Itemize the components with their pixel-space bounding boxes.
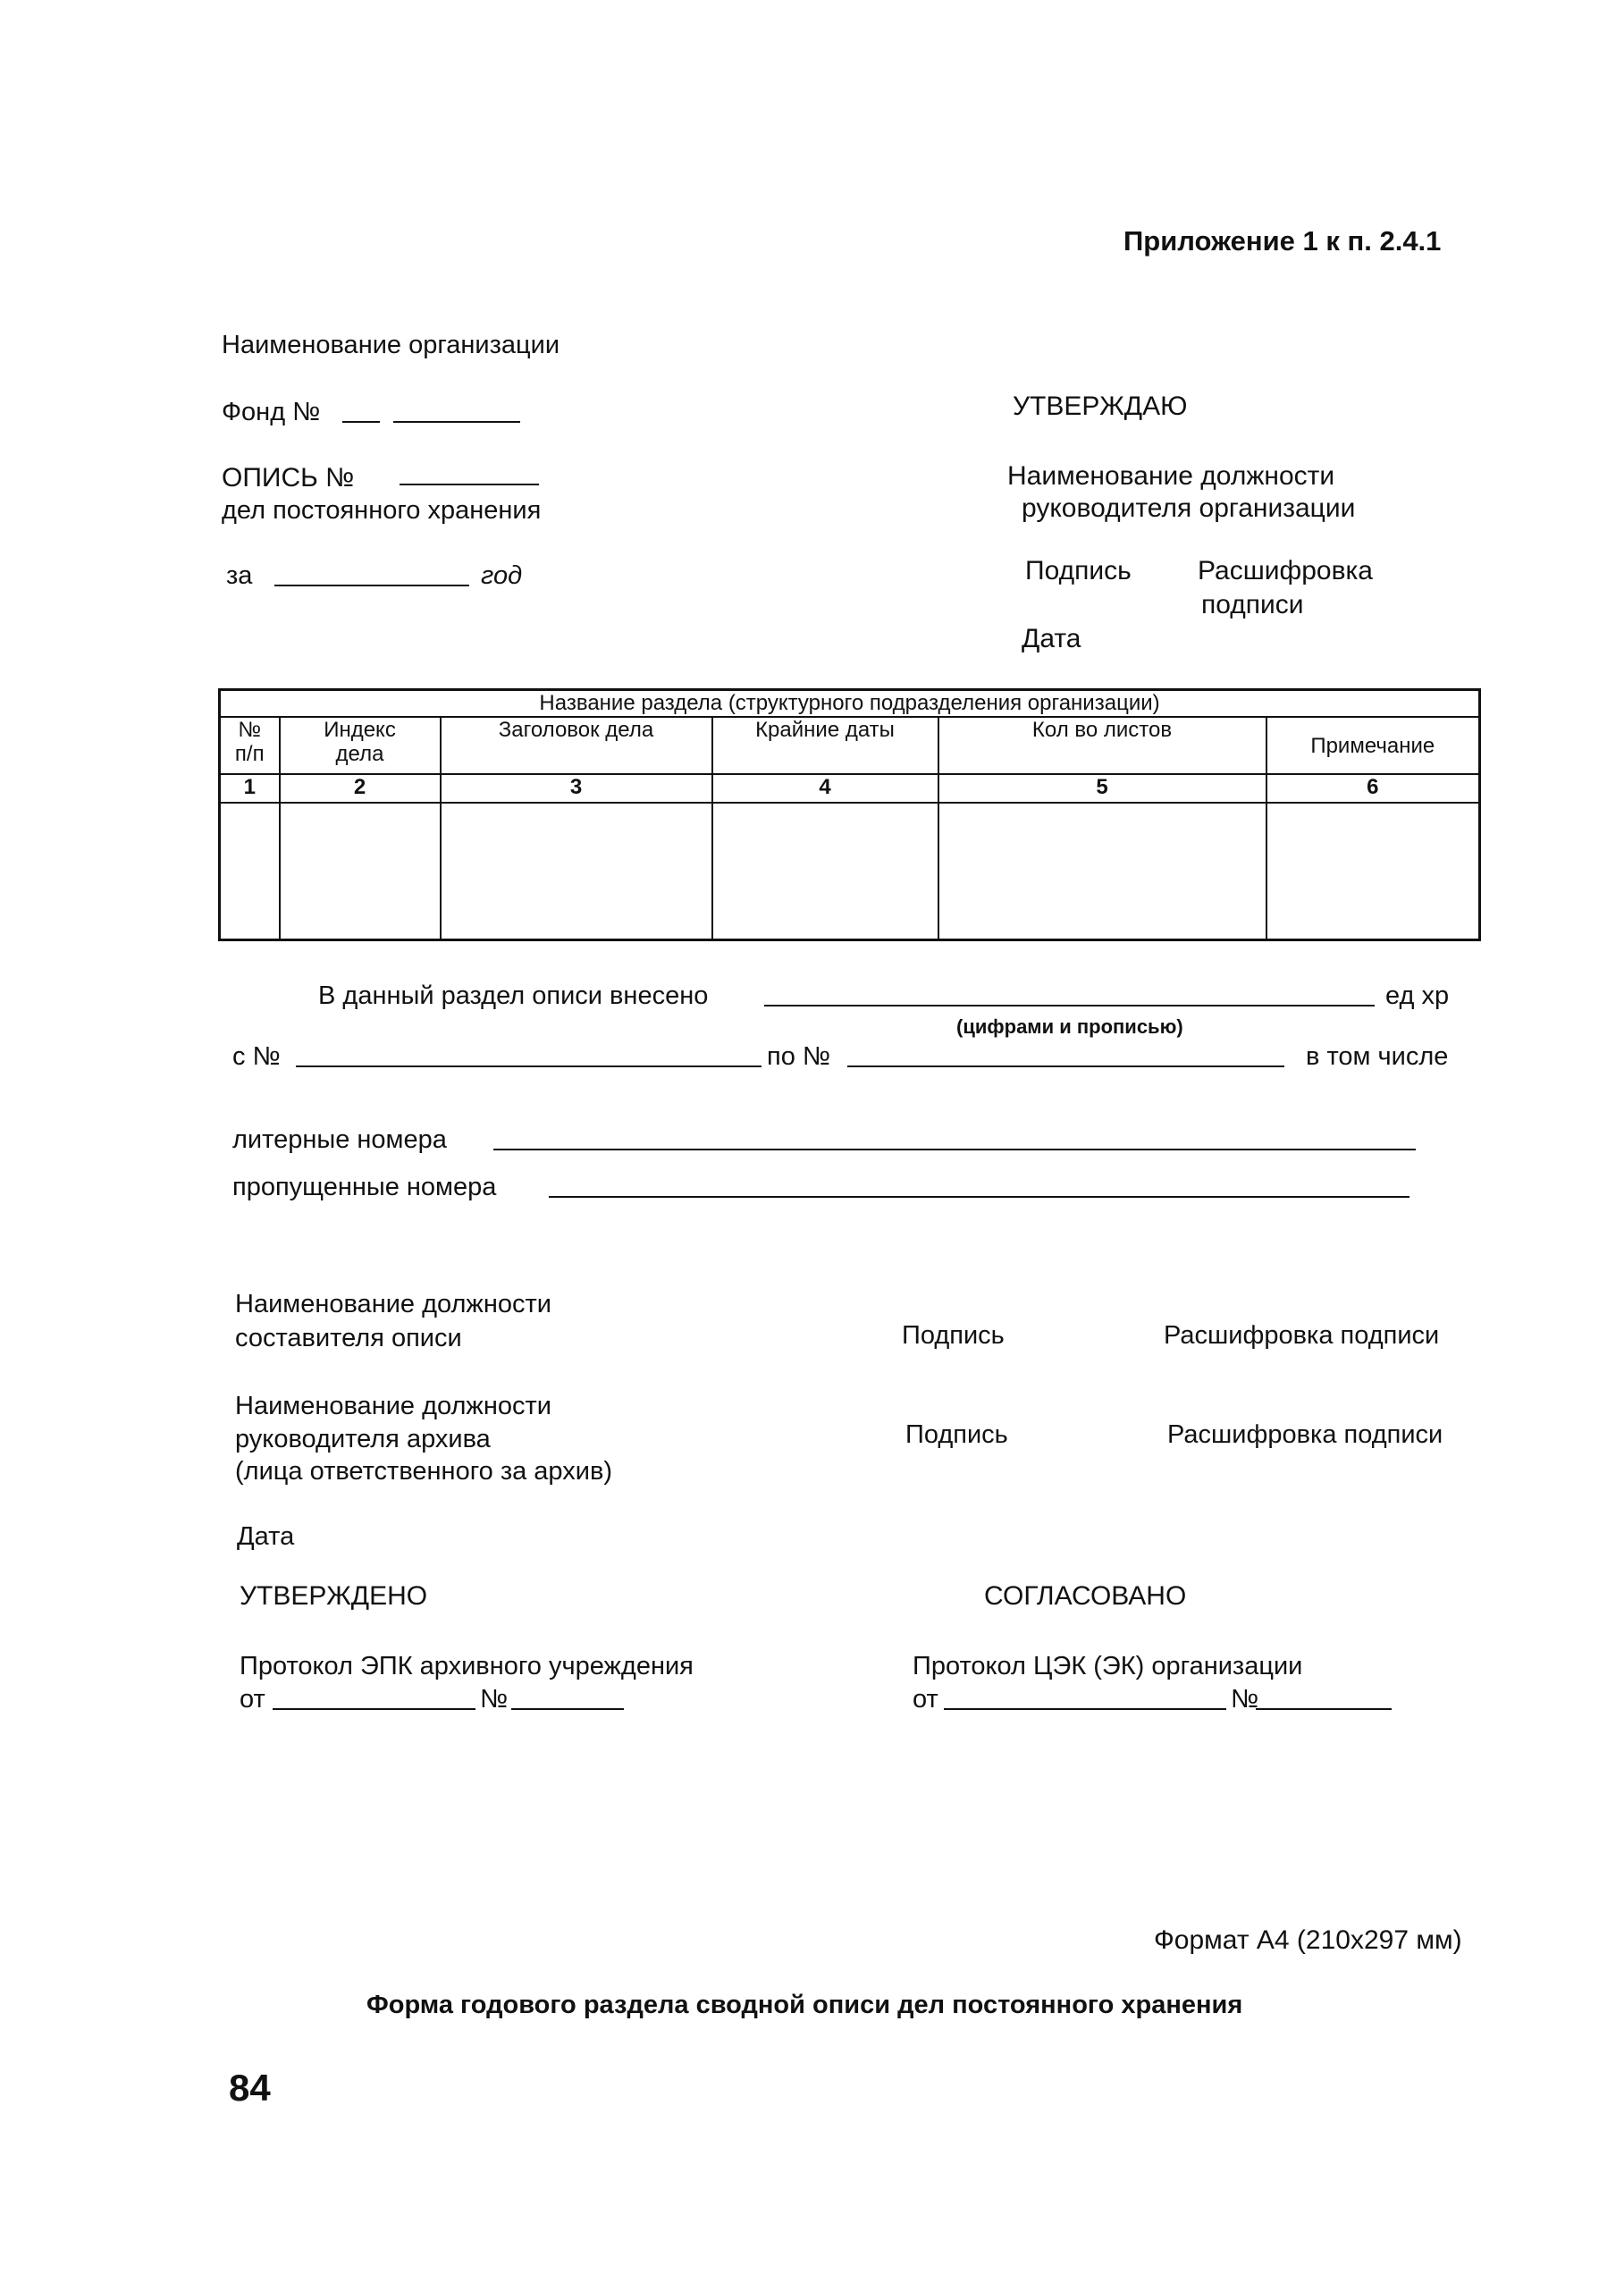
from-number-label: с № — [232, 1042, 281, 1071]
column-number: 6 — [1266, 774, 1480, 803]
approval-signature-decode-2: подписи — [1201, 590, 1304, 619]
approval-signature-decode-1: Расшифровка — [1198, 556, 1373, 585]
column-number: 2 — [280, 774, 441, 803]
approval-signature-label: Подпись — [1025, 556, 1132, 585]
cek-protocol-date-blank — [944, 1708, 1226, 1710]
appendix-reference: Приложение 1 к п. 2.4.1 — [1123, 225, 1442, 257]
compiler-position-line-1: Наименование должности — [235, 1290, 551, 1318]
fond-number-blank-2 — [393, 421, 520, 423]
from-number-blank — [296, 1065, 762, 1067]
archive-head-position-line-3: (лица ответственного за архив) — [235, 1457, 613, 1486]
compiler-signature-label: Подпись — [902, 1321, 1005, 1350]
table-section-row — [220, 690, 1480, 718]
archive-signature-label: Подпись — [905, 1420, 1008, 1449]
cek-protocol-from-label: от — [913, 1685, 938, 1714]
epk-protocol-date-blank — [273, 1708, 475, 1710]
table-number-row — [220, 774, 1480, 803]
approve-heading: УТВЕРЖДАЮ — [1013, 392, 1188, 421]
fond-number-blank-1 — [342, 421, 380, 423]
epk-protocol-number-label: № — [480, 1685, 509, 1714]
header-note-cell: Примечание — [1266, 717, 1480, 774]
empty-cell — [220, 803, 280, 940]
paper-format-note: Формат А4 (210х297 мм) — [1154, 1925, 1462, 1955]
missed-numbers-blank — [549, 1196, 1409, 1198]
section-title-cell: Название раздела (структурного подразделения организации) — [220, 690, 1480, 718]
empty-cell — [938, 803, 1266, 940]
epk-protocol-from-label: от — [240, 1685, 265, 1714]
director-position-line-1: Наименование должности — [1007, 461, 1335, 491]
table-header-row — [220, 717, 1480, 774]
form-caption: Форма годового раздела сводной описи дел постоянного хранения — [366, 1991, 1243, 2019]
agreed-heading: СОГЛАСОВАНО — [984, 1581, 1187, 1611]
storage-units-label: ед хр — [1385, 981, 1450, 1010]
cek-protocol-number-label: № — [1231, 1685, 1259, 1714]
table-empty-row — [220, 803, 1480, 940]
entered-count-label: В данный раздел описи внесено — [318, 981, 709, 1010]
including-label: в том числе — [1306, 1042, 1449, 1071]
header-no-line-1: № — [238, 718, 262, 742]
column-number: 1 — [220, 774, 280, 803]
column-number: 3 — [441, 774, 712, 803]
cek-protocol-number-blank — [1256, 1708, 1392, 1710]
liter-numbers-label: литерные номера — [232, 1125, 447, 1154]
empty-cell — [712, 803, 938, 940]
archive-head-position-line-2: руководителя архива — [235, 1425, 491, 1453]
organization-name-label: Наименование организации — [222, 331, 560, 359]
entered-count-blank — [764, 1005, 1375, 1006]
column-number: 5 — [938, 774, 1266, 803]
in-words-hint: (цифрами и прописью) — [956, 1015, 1183, 1038]
inventory-table — [218, 688, 1481, 941]
director-position-line-2: руководителя организации — [1022, 493, 1356, 523]
column-number: 4 — [712, 774, 938, 803]
year-blank — [274, 585, 469, 586]
compiler-position-line-2: составителя описи — [235, 1324, 462, 1352]
missed-numbers-label: пропущенные номера — [232, 1173, 497, 1201]
year-suffix: год — [481, 561, 523, 590]
epk-protocol-label: Протокол ЭПК архивного учреждения — [240, 1652, 694, 1680]
header-index-cell — [280, 717, 441, 774]
header-no-cell — [220, 717, 280, 774]
signatures-date-label: Дата — [237, 1522, 295, 1551]
to-number-blank — [847, 1065, 1284, 1067]
header-title-cell: Заголовок дела — [441, 717, 712, 774]
liter-numbers-blank — [493, 1149, 1416, 1150]
fond-number-label: Фонд № — [222, 398, 321, 426]
header-index-line-2: дела — [335, 742, 384, 766]
inventory-number-blank — [400, 484, 539, 485]
cek-protocol-label: Протокол ЦЭК (ЭК) организации — [913, 1652, 1303, 1680]
inventory-number-label: ОПИСЬ № — [222, 463, 355, 493]
inventory-subtitle: дел постоянного хранения — [222, 496, 542, 525]
epk-protocol-number-blank — [511, 1708, 624, 1710]
empty-cell — [441, 803, 712, 940]
empty-cell — [1266, 803, 1480, 940]
archive-head-position-line-1: Наименование должности — [235, 1392, 551, 1420]
header-no-line-2: п/п — [234, 742, 265, 766]
compiler-signature-decode: Расшифровка подписи — [1164, 1321, 1440, 1350]
header-sheets-cell: Кол во листов — [938, 717, 1266, 774]
approval-date-label: Дата — [1022, 624, 1081, 653]
year-prefix: за — [226, 561, 253, 590]
header-dates-cell: Крайние даты — [712, 717, 938, 774]
empty-cell — [280, 803, 441, 940]
header-index-line-1: Индекс — [324, 718, 396, 742]
approved-heading: УТВЕРЖДЕНО — [240, 1581, 428, 1611]
page-number: 84 — [229, 2067, 271, 2109]
to-number-label: по № — [767, 1042, 830, 1071]
archive-signature-decode: Расшифровка подписи — [1167, 1420, 1443, 1449]
